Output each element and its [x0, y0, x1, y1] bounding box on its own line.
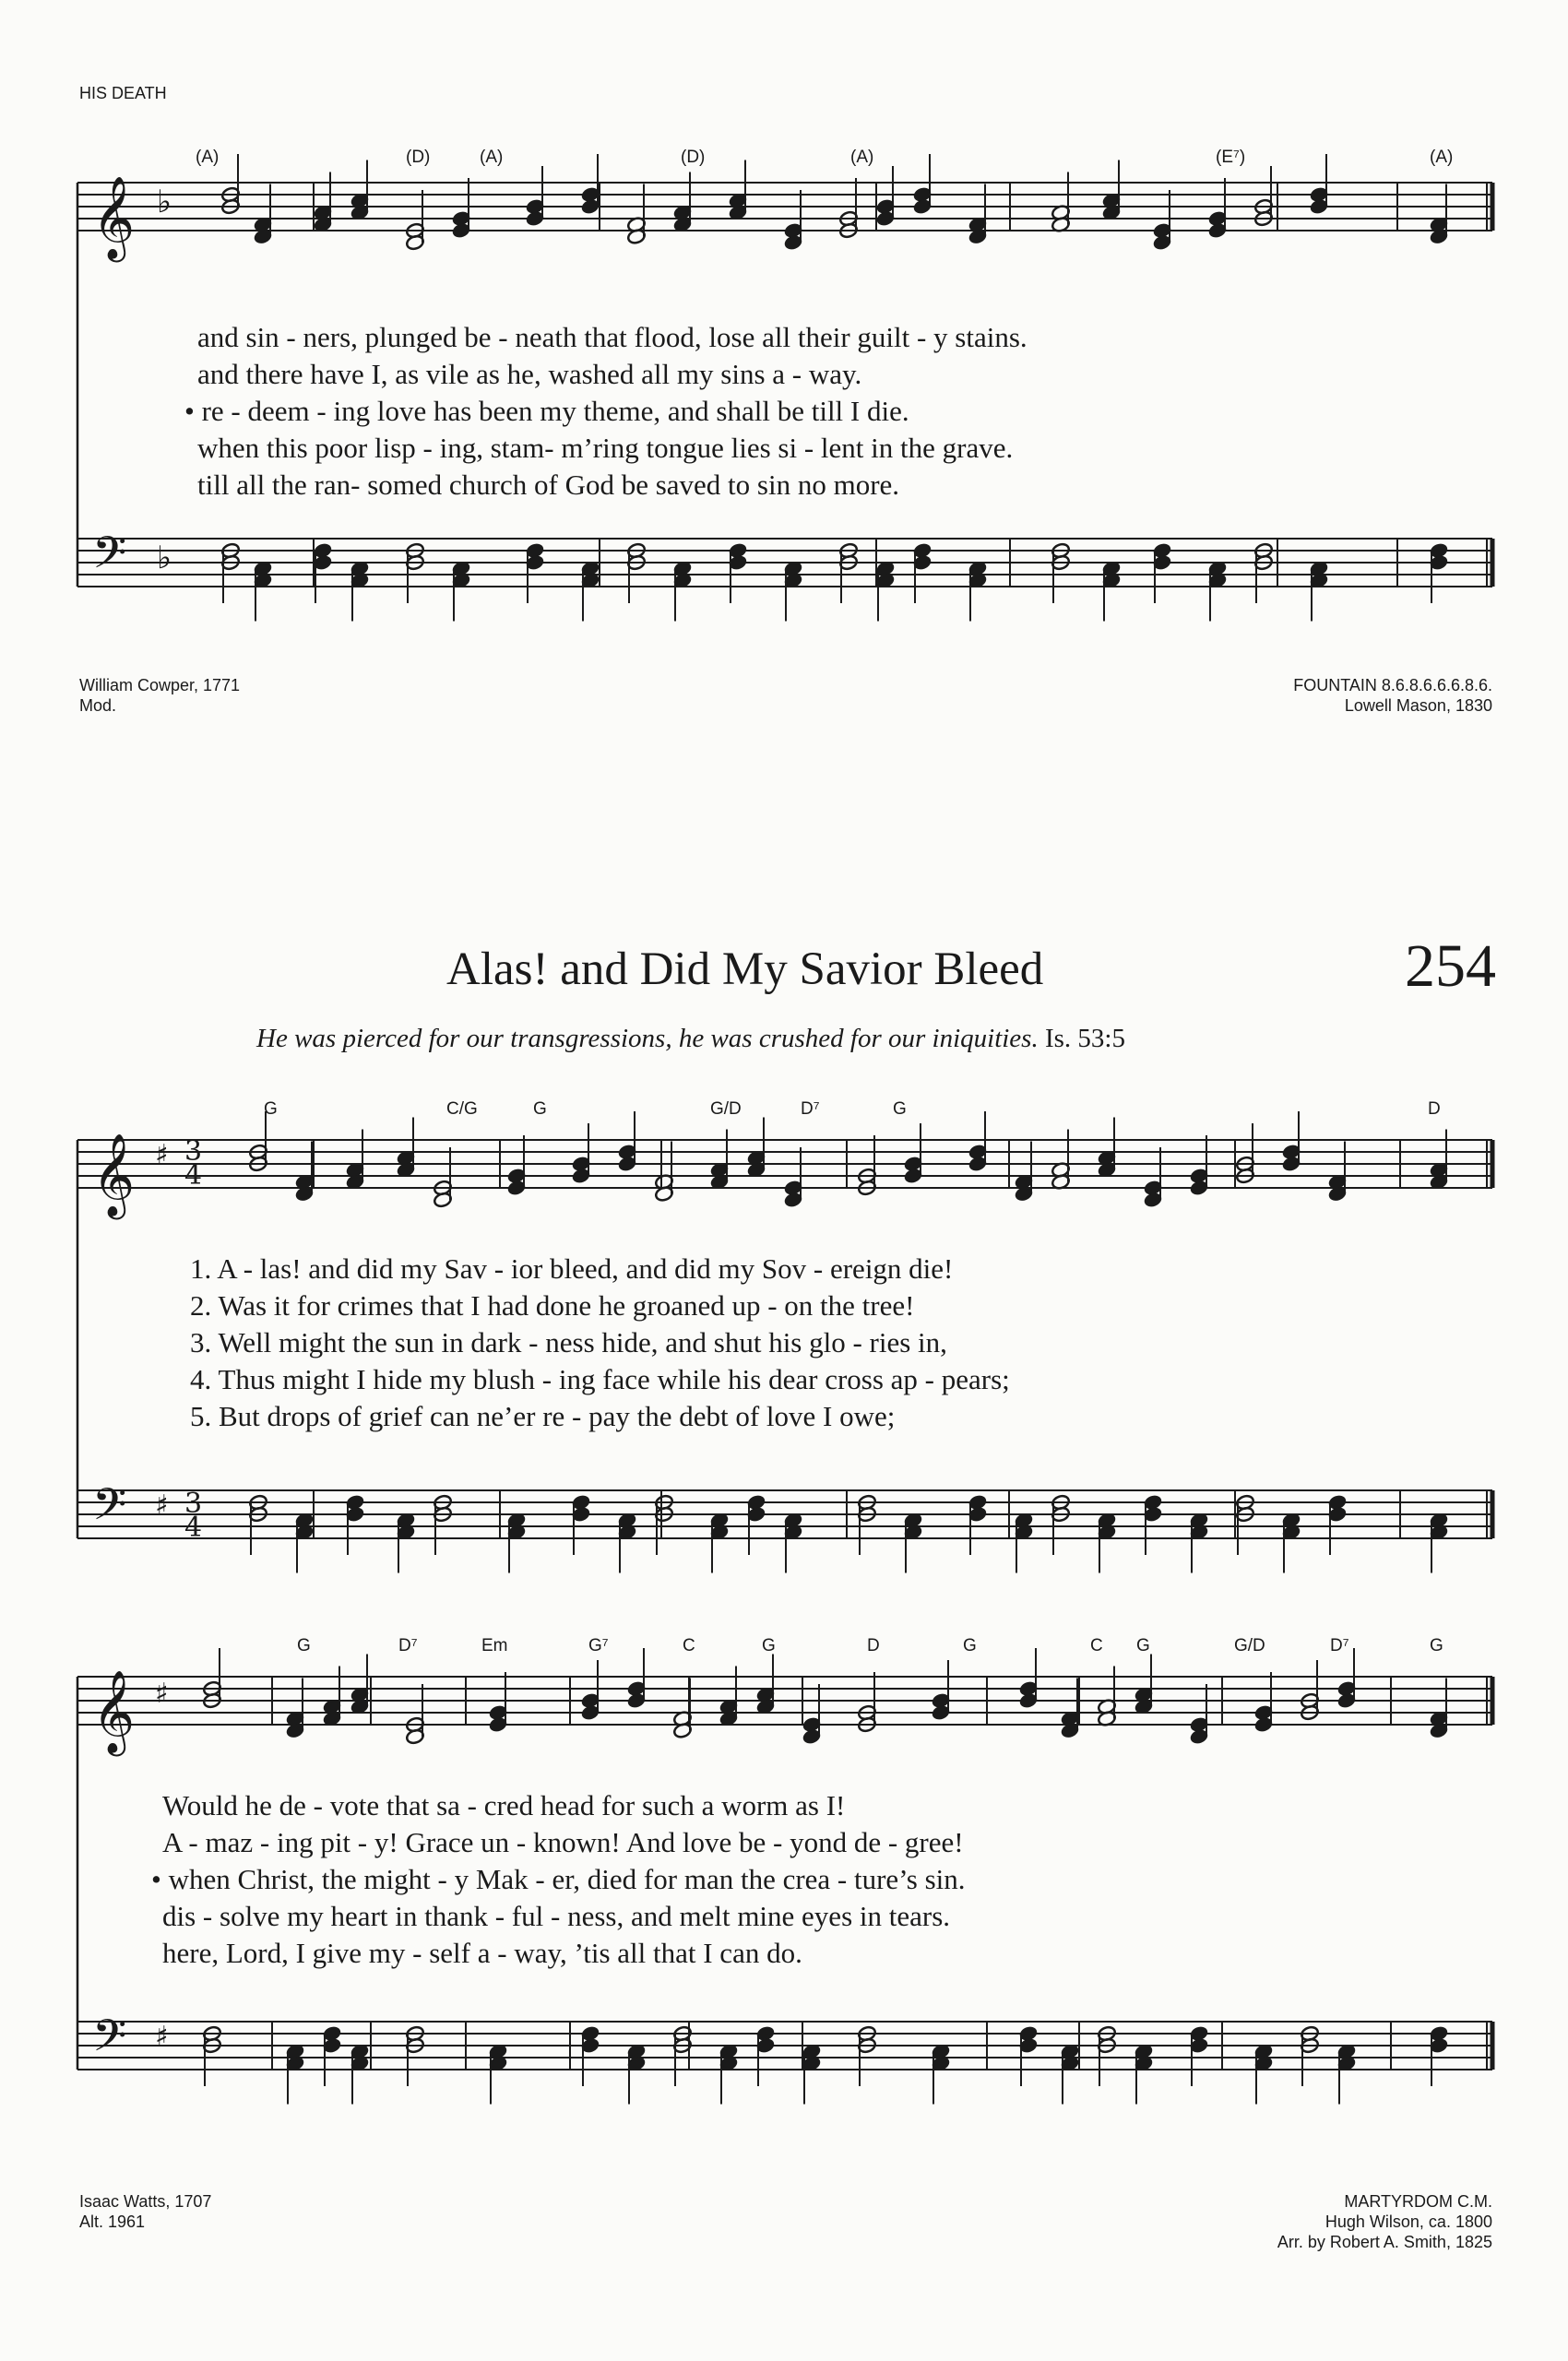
chord-symbol: G: [264, 1099, 278, 1119]
chord-symbol: (A): [480, 148, 504, 167]
sharp-sign: ♯: [155, 1489, 169, 1522]
lyric-line: 4. Thus might I hide my blush - ing face while his dear cross ap - pears;: [190, 1363, 1010, 1395]
time-signature: 3: [184, 1488, 203, 1520]
lyric-line: and sin - ners, plunged be - neath that flood, lose all their guilt - y stains.: [197, 321, 1028, 353]
chord-symbol: C/G: [446, 1099, 478, 1119]
chord-symbol: G/D: [710, 1099, 742, 1119]
sharp-sign: ♯: [155, 1139, 169, 1171]
lyric-line: Would he de - vote that sa - cred head for such a worm as I!: [162, 1789, 846, 1821]
lyric-line: dis - solve my heart in thank - ful - ness, and melt mine eyes in tears.: [162, 1900, 951, 1932]
chord-symbol: D⁷: [1330, 1636, 1349, 1655]
sharp-sign: ♯: [155, 2021, 169, 2053]
lyric-line: A - maz - ing pit - y! Grace un - known! And love be - yond de - gree!: [162, 1826, 964, 1858]
time-signature: 4: [184, 1512, 203, 1544]
chord-symbol: G: [533, 1099, 547, 1119]
lyric-line: 3. Well might the sun in dark - ness hide, and shut his glo - ries in,: [190, 1326, 947, 1358]
chord-symbol: G: [1136, 1636, 1150, 1655]
chord-symbol: C: [683, 1636, 695, 1655]
hymn-number: 254: [1405, 932, 1496, 1000]
bass-clef: 𝄢: [92, 1478, 127, 1541]
lyric-line: 2. Was it for crimes that I had done he groaned up - on the tree!: [190, 1289, 915, 1322]
lyric-line: and there have I, as vile as he, washed all my sins a - way.: [197, 358, 862, 390]
chord-symbol: D⁷: [398, 1636, 418, 1655]
time-signature: 4: [184, 1159, 203, 1192]
chord-symbol: D: [867, 1636, 880, 1655]
flat-sign: ♭: [157, 184, 172, 220]
treble-clef: 𝄞: [92, 1670, 136, 1753]
treble-clef: 𝄞: [92, 176, 136, 259]
chord-symbol: (A): [1430, 148, 1454, 167]
chord-symbol: G: [762, 1636, 776, 1655]
flat-sign: ♭: [157, 540, 172, 576]
chord-symbol: G: [1430, 1636, 1443, 1655]
lyric-line: • when Christ, the might - y Mak - er, died for man the crea - ture’s sin.: [151, 1863, 966, 1895]
text-credit: Isaac Watts, 1707 Alt. 1961: [79, 2192, 212, 2231]
hymn-title: Alas! and Did My Savior Bleed: [446, 943, 1044, 995]
chord-symbol: Em: [481, 1636, 508, 1655]
tune-credit: FOUNTAIN 8.6.8.6.6.6.8.6. Lowell Mason, 1830: [1293, 676, 1492, 715]
chord-symbol: (D): [406, 148, 431, 167]
lyric-line: till all the ran- somed church of God be saved to sin no more.: [197, 469, 900, 501]
sharp-sign: ♯: [155, 1678, 169, 1710]
lyric-line: • re - deem - ing love has been my theme, and shall be till I die.: [184, 395, 909, 427]
treble-clef: 𝄞: [92, 1133, 136, 1216]
bass-clef: 𝄢: [92, 527, 127, 589]
running-head: HIS DEATH: [79, 84, 167, 102]
chord-symbol: G: [297, 1636, 311, 1655]
chord-symbol: (A): [196, 148, 220, 167]
lyric-line: when this poor lisp - ing, stam- m’ring tongue lies si - lent in the grave.: [197, 432, 1014, 464]
lyric-line: here, Lord, I give my - self a - way, ’tis all that I can do.: [162, 1937, 802, 1969]
text-credit: William Cowper, 1771 Mod.: [79, 676, 241, 715]
scripture-epigraph: He was pierced for our transgressions, he was crushed for our iniquities. Is. 53:5: [256, 1024, 1125, 1053]
chord-symbol: D: [1428, 1099, 1441, 1119]
lyric-line: 5. But drops of grief can ne’er re - pay the debt of love I owe;: [190, 1400, 896, 1432]
chord-symbol: (D): [681, 148, 706, 167]
chord-symbol: G: [963, 1636, 977, 1655]
chord-symbol: D⁷: [801, 1099, 820, 1119]
time-signature: 3: [184, 1135, 203, 1168]
chord-symbol: C: [1090, 1636, 1103, 1655]
bass-clef: 𝄢: [92, 2010, 127, 2072]
chord-symbol: (A): [850, 148, 874, 167]
chord-symbol: G⁷: [588, 1636, 609, 1655]
tune-credit: MARTYRDOM C.M. Hugh Wilson, ca. 1800 Arr. by Robert A. Smith, 1825: [1277, 2192, 1492, 2251]
chord-symbol: G/D: [1234, 1636, 1265, 1655]
chord-symbol: (E⁷): [1216, 148, 1246, 167]
chord-symbol: G: [893, 1099, 907, 1119]
lyric-line: 1. A - las! and did my Sav - ior bleed, and did my Sov - ereign die!: [190, 1252, 954, 1285]
